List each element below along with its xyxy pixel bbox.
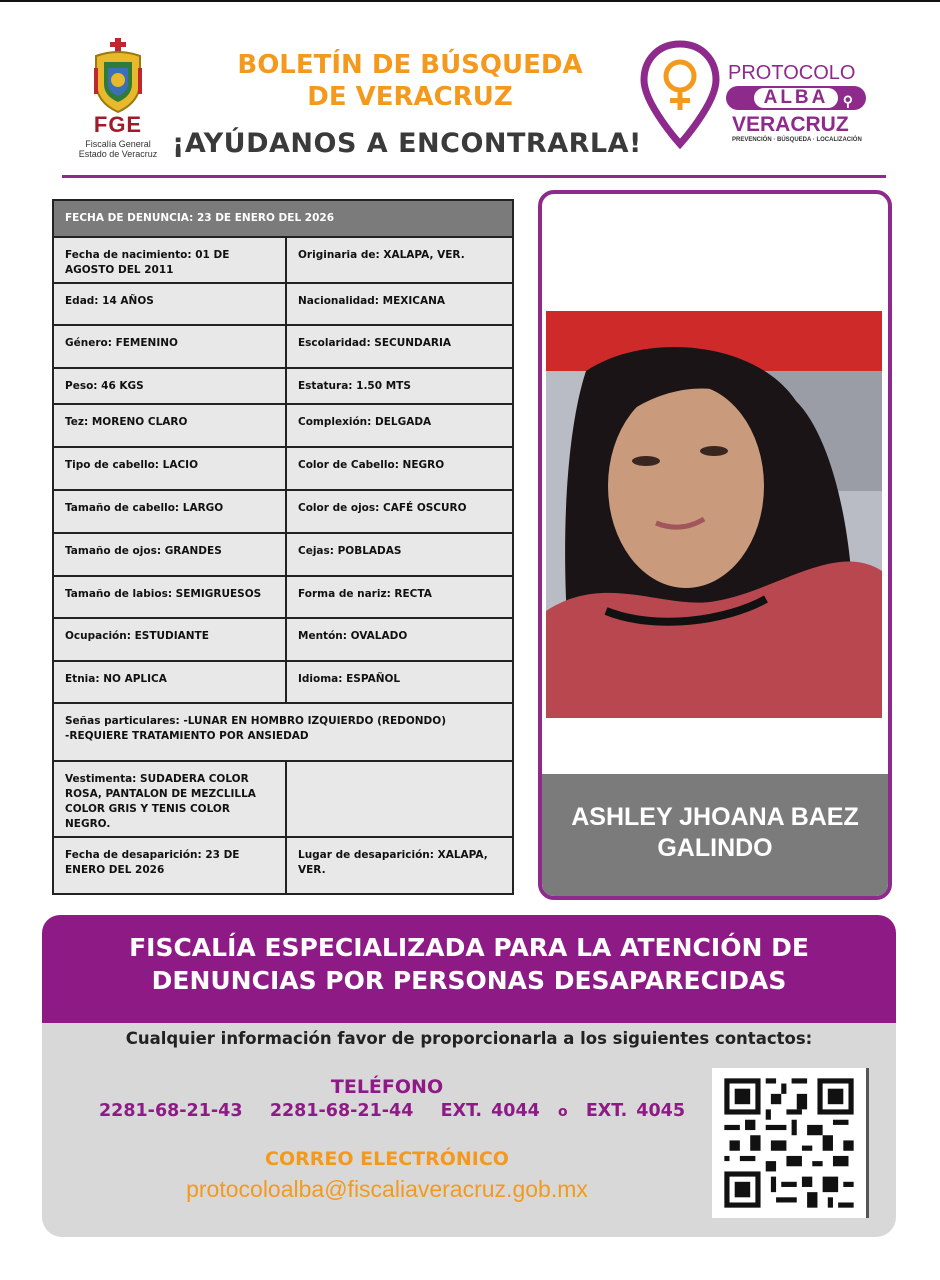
contact-panel xyxy=(42,1023,896,1237)
table-cell: Idioma: ESPAÑOL xyxy=(286,661,513,703)
person-name xyxy=(552,802,878,864)
table-cell: Tamaño de ojos: GRANDES xyxy=(53,533,286,576)
fiscalia-line1: FISCALÍA ESPECIALIZADA PARA LA ATENCIÓN DE xyxy=(129,933,809,962)
table-row xyxy=(53,237,513,283)
person-name-line1: ASHLEY JHOANA BAEZ xyxy=(571,803,859,831)
table-cell: Tez: MORENO CLARO xyxy=(53,404,286,447)
slogan: ¡AYÚDANOS A ENCONTRARLA! xyxy=(172,128,642,159)
table-row xyxy=(53,576,513,618)
person-card xyxy=(538,190,892,900)
table-cell: Complexión: DELGADA xyxy=(286,404,513,447)
alba-word: ALBA xyxy=(754,88,839,108)
fge-seal-icon xyxy=(88,38,148,114)
table-row xyxy=(53,533,513,576)
table-row xyxy=(53,404,513,447)
person-name-line2: GALINDO xyxy=(657,834,773,862)
table-cell: Cejas: POBLADAS xyxy=(286,533,513,576)
senas-particulares xyxy=(53,703,513,761)
details-table xyxy=(52,199,514,895)
fge-abbreviation: FGE xyxy=(93,112,143,137)
table-cell: Forma de nariz: RECTA xyxy=(286,576,513,618)
or-separator: o xyxy=(558,1104,568,1120)
phone-1[interactable]: 2281-68-21-43 xyxy=(98,1101,243,1121)
senas-line1: Señas particulares: -LUNAR EN HOMBRO IZQUIERDO (REDONDO) xyxy=(65,715,446,727)
qr-code[interactable] xyxy=(712,1068,869,1218)
correo-label: CORREO ELECTRÓNICO xyxy=(265,1148,509,1170)
extension-1: EXT. 4044 xyxy=(440,1101,540,1121)
fiscalia-line2: DENUNCIAS POR PERSONAS DESAPARECIDAS xyxy=(151,966,787,995)
contact-intro: Cualquier información favor de proporcionarla a los siguientes contactos: xyxy=(125,1029,813,1048)
phone-2[interactable]: 2281-68-21-44 xyxy=(269,1101,414,1121)
table-cell: Peso: 46 KGS xyxy=(53,368,286,404)
table-cell: Ocupación: ESTUDIANTE xyxy=(53,618,286,661)
bulletin-title-line2: DE VERACRUZ xyxy=(307,82,513,112)
table-cell: Fecha de nacimiento: 01 DE AGOSTO DEL 2011 xyxy=(53,237,286,283)
table-cell: Originaria de: XALAPA, VER. xyxy=(286,237,513,283)
fge-logo xyxy=(68,38,168,163)
table-row xyxy=(53,703,513,761)
table-cell: Mentón: OVALADO xyxy=(286,618,513,661)
vestimenta: Vestimenta: SUDADERA COLOR ROSA, PANTALON DE MEZCLILLA COLOR GRIS Y TENIS COLOR NEGRO. xyxy=(53,761,286,837)
table-cell: Tipo de cabello: LACIO xyxy=(53,447,286,490)
qr-code-image xyxy=(714,1068,864,1218)
extension-2: EXT. 4045 xyxy=(585,1101,686,1121)
fge-name-line1: Fiscalía General xyxy=(85,139,151,149)
table-cell: Edad: 14 AÑOS xyxy=(53,283,286,325)
person-photo xyxy=(546,311,882,718)
table-row xyxy=(53,447,513,490)
table-cell: Tamaño de cabello: LARGO xyxy=(53,490,286,533)
bulletin-title-line1: BOLETÍN DE BÚSQUEDA xyxy=(237,50,583,80)
table-cell: Tamaño de labios: SEMIGRUESOS xyxy=(53,576,286,618)
fiscalia-title xyxy=(42,931,896,997)
alba-protocolo-label: PROTOCOLO xyxy=(728,62,856,84)
alba-pill xyxy=(726,86,866,110)
fge-full-name xyxy=(68,139,168,159)
email-link[interactable]: protocoloalba@fiscaliaveracruz.gob.mx xyxy=(186,1176,588,1202)
magnifier-icon: ⚲ xyxy=(842,93,856,109)
protocolo-alba-logo xyxy=(640,40,880,155)
table-cell: Nacionalidad: MEXICANA xyxy=(286,283,513,325)
table-cell: Género: FEMENINO xyxy=(53,325,286,368)
location-pin-female-icon xyxy=(640,40,720,150)
person-name-band xyxy=(542,774,888,896)
phone-numbers xyxy=(72,1101,712,1121)
table-row xyxy=(53,283,513,325)
header-divider xyxy=(62,175,886,178)
table-row xyxy=(53,837,513,894)
table-cell: Escolaridad: SECUNDARIA xyxy=(286,325,513,368)
table-row xyxy=(53,325,513,368)
table-row xyxy=(53,200,513,237)
fecha-desaparicion: Fecha de desaparición: 23 DE ENERO DEL 2026 xyxy=(53,837,286,894)
fge-name-line2: Estado de Veracruz xyxy=(78,149,158,159)
alba-veracruz-label: VERACRUZ xyxy=(732,113,849,136)
senas-line2: -REQUIERE TRATAMIENTO POR ANSIEDAD xyxy=(65,730,309,742)
table-row xyxy=(53,368,513,404)
table-cell: Estatura: 1.50 MTS xyxy=(286,368,513,404)
lugar-desaparicion: Lugar de desaparición: XALAPA, VER. xyxy=(286,837,513,894)
top-border xyxy=(0,0,940,2)
telefono-label: TELÉFONO xyxy=(330,1076,444,1098)
fiscalia-banner xyxy=(42,915,896,1023)
table-row xyxy=(53,490,513,533)
table-cell: Color de ojos: CAFÉ OSCURO xyxy=(286,490,513,533)
table-cell: Etnia: NO APLICA xyxy=(53,661,286,703)
table-row xyxy=(53,618,513,661)
fecha-denuncia: FECHA DE DENUNCIA: 23 DE ENERO DEL 2026 xyxy=(53,200,513,237)
empty-cell xyxy=(286,761,513,837)
alba-tagline: PREVENCIÓN · BÚSQUEDA · LOCALIZACIÓN xyxy=(732,137,862,143)
table-row xyxy=(53,761,513,837)
table-row xyxy=(53,661,513,703)
table-cell: Color de Cabello: NEGRO xyxy=(286,447,513,490)
